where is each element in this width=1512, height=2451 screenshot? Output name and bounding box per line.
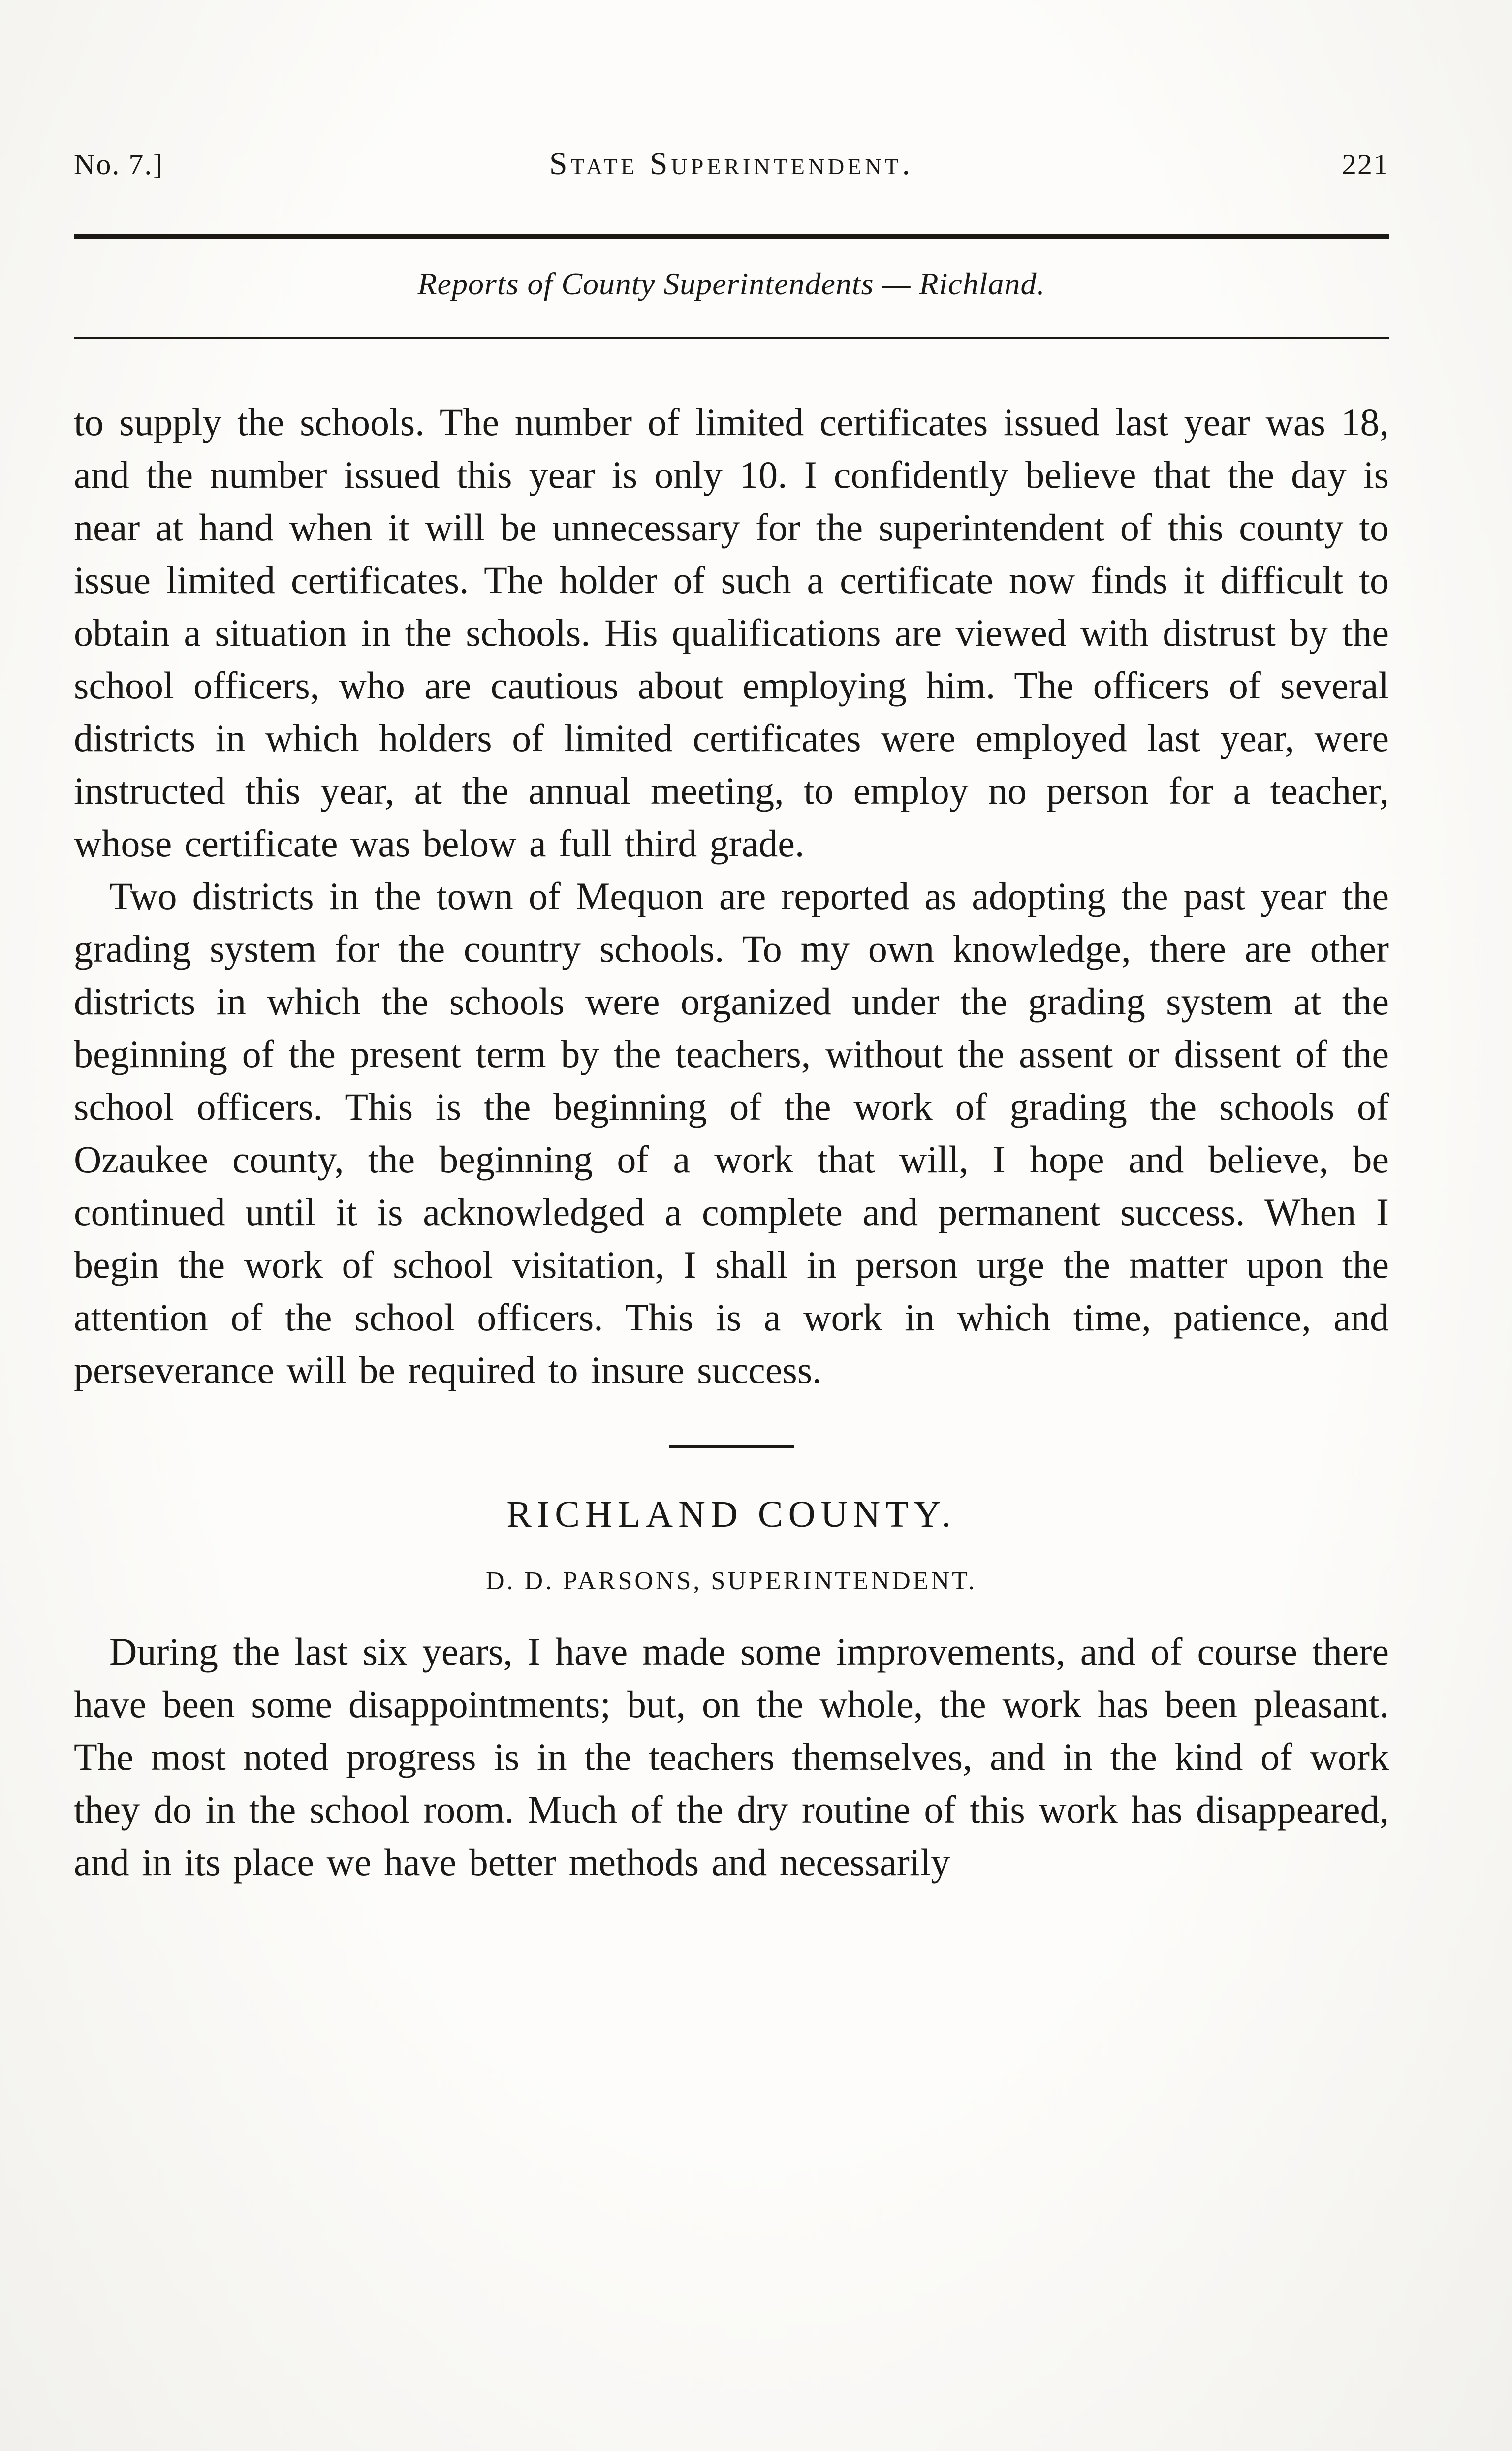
section-heading: RICHLAND COUNTY. — [506, 1494, 956, 1535]
header-rule-bottom — [74, 337, 1389, 339]
page-header — [74, 145, 1389, 183]
section-byline: D. D. PARSONS, SUPERINTENDENT. — [486, 1567, 977, 1595]
paragraph: to supply the schools. The number of limited certificates issued last year was 18, and the number issued this year is only 10. I confidently believe that the day is near at hand when it will be unnecessary for the superintendent of this county to issue limited certificates. The holder of such a certificate now finds it difficult to obtain a situation in the schools. His qualifications are viewed with distrust by the school officers, who are cautious about employing him. The officers of several districts in which holders of limited certificates were employed last year, were instructed this year, at the annual meeting, to employ no person for a teacher, whose certificate was below a full third grade. — [74, 401, 1389, 865]
running-head: Reports of County Superintendents — Richland. — [417, 266, 1045, 301]
page-number: 221 — [1342, 148, 1389, 181]
section-text — [74, 1625, 1389, 1888]
paragraph: During the last six years, I have made some improvements, and of course there have been some disappointments; but, on the whole, the work has been pleasant. The most noted progress is in the teachers themselves, and in the kind of work they do in the school room. Much of the dry routine of this work has disappeared, and in its place we have better methods and necessarily — [74, 1630, 1389, 1884]
document-title: State Superintendent. — [549, 146, 914, 182]
header-rule-top — [74, 234, 1389, 239]
section-divider — [669, 1445, 794, 1448]
body-text — [74, 396, 1389, 1396]
page-content — [74, 145, 1389, 1888]
paragraph: Two districts in the town of Mequon are reported as adopting the past year the grading system for the country schools. To my own knowledge, there are other districts in which the schools were organized under the grading system at the beginning of the present term by the teachers, without the assent or dissent of the school officers. This is the beginning of the work of grading the schools of Ozaukee county, the beginning of a work that will, I hope and believe, be continued until it is acknowledged a complete and permanent success. When I begin the work of school visitation, I shall in person urge the matter upon the attention of the school officers. This is a work in which time, patience, and perseverance will be required to insure success. — [74, 875, 1389, 1391]
issue-number: No. 7.] — [74, 148, 164, 181]
